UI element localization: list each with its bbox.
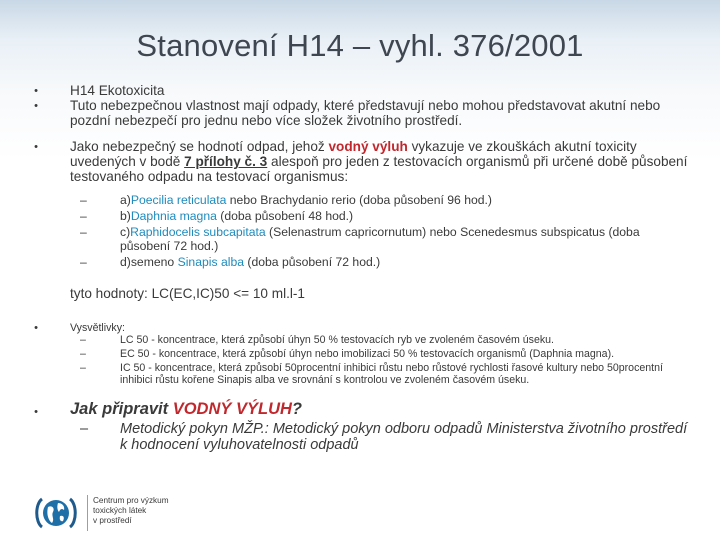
organism-item: – a)Poecilia reticulata nebo Brachydanio rerio (doba působení 96 hod.)	[80, 192, 492, 207]
dash: –	[80, 224, 87, 239]
dash: –	[80, 420, 89, 437]
organism-item: – c)Raphidocelis subcapitata (Selenastrum capricornutum) nebo Scenedesmus subspicatus (doba působení 72 hod.)	[80, 224, 640, 253]
legend-heading: • Vysvětlivky:	[30, 322, 690, 334]
dash: –	[80, 192, 87, 207]
bullet-text: Tuto nebezpečnou vlastnost mají odpady, které představují nebo mohou představovat akutní nebo pozdní nebezpečí pro jednu nebo více složek životního prostředí.	[70, 97, 661, 128]
legend-item: – LC 50 - koncentrace, která způsobí úhyn 50 % testovacích ryb ve zvoleném časovém úseku.	[80, 333, 554, 346]
dash: –	[80, 254, 87, 269]
bullet-text: H14 Ekotoxicita	[70, 83, 165, 98]
organization-logo	[33, 493, 233, 537]
howto-heading: • Jak připravit VODNÝ VÝLUH?	[30, 400, 690, 419]
howto-reference: – Metodický pokyn MŽP.: Metodický pokyn odboru odpadů Ministerstva životního prostředí k hodnocení vyluhovatelnosti odpadů	[80, 420, 688, 453]
bullet-definition	[30, 99, 690, 129]
legend-item: – EC 50 - koncentrace, která způsobí úhyn nebo imobilizaci 50 % testovacích organismů (Daphnia magna).	[80, 347, 615, 360]
organism-list	[30, 193, 690, 269]
dash: –	[80, 208, 87, 223]
bullet-evaluation	[30, 140, 690, 184]
organism-item: – b)Daphnia magna (doba působení 48 hod.)	[80, 208, 354, 223]
limit-values: tyto hodnoty: LC(EC,IC)50 <= 10 ml.l-1	[70, 285, 305, 301]
bullet-h14	[30, 84, 690, 99]
slide-title: Stanovení H14 – vyhl. 376/2001	[136, 28, 584, 63]
bullet-dot: •	[34, 405, 38, 418]
globe-icon	[33, 493, 79, 533]
logo-divider	[87, 495, 88, 531]
dash: –	[80, 333, 86, 346]
bullet-text: Jako nebezpečný se hodnotí odpad, jehož vodný výluh vykazuje ve zkouškách akutní toxicity uvedených v bodě 7 přílohy č. 3 alespoň pro jeden z testovacích organismů při určené době působení testovaného odpadu na testovací organismus:	[70, 139, 688, 184]
legend	[30, 322, 690, 386]
dash: –	[80, 347, 86, 360]
bullet-dot: •	[34, 141, 38, 154]
bullet-dot: •	[34, 99, 38, 112]
bullet-dot: •	[34, 85, 38, 97]
slide-content	[30, 84, 690, 453]
legend-item: – IC 50 - koncentrace, která způsobí 50procentní inhibici růstu nebo růstové rychlosti řasové kultury nebo 50procentní inhibici růstu kořene Sinapis alba ve srovnání s kontrolou ve zvoleném časovém úseku.	[80, 361, 663, 386]
dash: –	[80, 361, 86, 374]
logo-text: Centrum pro výzkum toxických látek v prostředí	[93, 496, 169, 525]
bullet-dot: •	[34, 321, 38, 334]
organism-item: – d)semeno Sinapis alba (doba působení 72 hod.)	[80, 254, 381, 269]
